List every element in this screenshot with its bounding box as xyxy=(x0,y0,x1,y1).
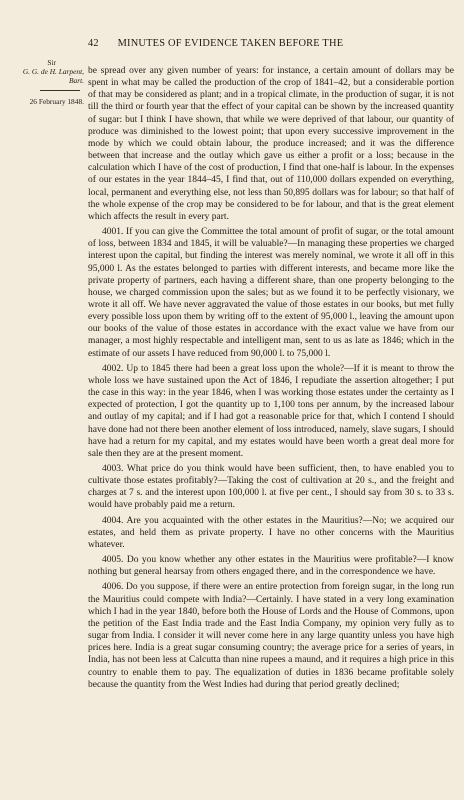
running-title: MINUTES OF EVIDENCE TAKEN BEFORE THE xyxy=(117,38,344,49)
witness-title: Sir xyxy=(47,58,56,67)
witness-name: G. G. de H. Larpent, xyxy=(22,67,84,76)
question-4005: 4005. Do you know whether any other estates in the Mauritius were profitable?—I know nothing but general hearsay from others engaged there, and in the correspondence we have. xyxy=(88,555,454,578)
question-4001: 4001. If you can give the Committee the total amount of profit of sugar, or the total amount of loss, between 1834 and 1845, it will be valuable?—In managing these properties we charged interest upon the capital, but finding the interest was merely nominal, we wrote it all off in this 95,000 l. As the estates belonged to parties with different interests, and became more like the private property of partners, each having a different share, than one property belonging to the house, we charged commission upon the sales; but as we found it to be perfectly visionary, we wrote it all off. We have never aggravated the value of those estates in our books, but met fully every possible loss upon them by writing off to the extent of 95,000 l., leaving the amount upon our books of the value of those estates in accordance with the exact value we have from our manager, a most highly respectable and intelligent man, sent to us as late as 1846; which in the estimate of our assets I have reduced from 90,000 l. to 75,000 l. xyxy=(88,227,454,359)
running-header xyxy=(88,38,454,49)
date-margin-note: 26 February 1848. xyxy=(29,97,84,106)
question-4006: 4006. Do you suppose, if there were an entire protection from foreign sugar, in the long run the Mauritius could compete with India?—Certainly. I have stated in a very long examination which I had in the year 1840, before both the House of Lords and the House of Commons, upon the petition of the East India trade and the East India Company, my opinion very fully as to sugar from India. I consider it will never come here in any large quantity unless you have high prices here. India is a great sugar consuming country; the average price for a series of years, in India, has not been less at Calcutta than nine rupees a maund, and it requires a high price in this country to enable them to pay. The equalization of duties in 1836 became profitable solely because the quantity from the West Indies had during that period greatly declined; xyxy=(88,582,454,690)
margin-rule xyxy=(40,90,80,91)
question-4003: 4003. What price do you think would have been sufficient, then, to have enabled you to cultivate those estates profitably?—Taking the cost of cultivation at 20 s., and the freight and charges at 7 s. and the interest upon 100,000 l. at five per cent., I should say from 30 s. to 33 s. would have probably paid me a return. xyxy=(88,464,454,511)
page-number: 42 xyxy=(88,38,99,49)
witness-margin-note xyxy=(6,58,84,85)
question-4004: 4004. Are you acquainted with the other estates in the Mauritius?—No; we acquired our estates, and held them as private property. I have no other concerns with the Mauritius whatever. xyxy=(88,515,454,550)
paragraph-continuation: be spread over any given number of years: for instance, a certain amount of dollars may be spent in what may be called the production of the crop of 1841–42, but a considerable portion of that may be considered as plant; and in a tropical climate, in the production of sugar, it is not till the third or fourth year that the effect of your capital can be shown by the increased quantity of sugar: but I think I have shown, that while we were deprived of that labour, our quantity of produce was diminished to the lowest point; that upon every successive improvement in the mode by which we could obtain labour, the produce increased; and it was the difference between that increase and the outlay which gave us either a profit or a loss; because in the calculation which I have of the cost of production, I find that one-half is labour. In the expenses of our estates in the year 1844–45, I find that, out of 110,000 dollars expended on everything, local, permanent and everything else, not less than 50,895 dollars was for labour; so that half of the whole expense of the crop may be considered to be for labour, and that is the great element which affects the result in every part. xyxy=(88,66,454,222)
witness-rank: Bart. xyxy=(69,76,84,85)
evidence-body xyxy=(88,65,454,691)
question-4002: 4002. Up to 1845 there had been a great loss upon the whole?—If it is meant to throw the whole loss we have sustained upon the Act of 1846, I repudiate the assertion altogether; I put the case in this way: in the year 1846, when I was working those estates under the certainty as I expected of protection, I got the quantity up to 1,100 tons per annum, by the increased labour and outlay of my capital; and if I had got a reasonable price for that, which I contend I should have done had not there been another element of loss introduced, namely, slave sugars, I should have had a return for my capital, and my estates would have been worth a great deal more for sale then they are at the present moment. xyxy=(88,363,454,459)
